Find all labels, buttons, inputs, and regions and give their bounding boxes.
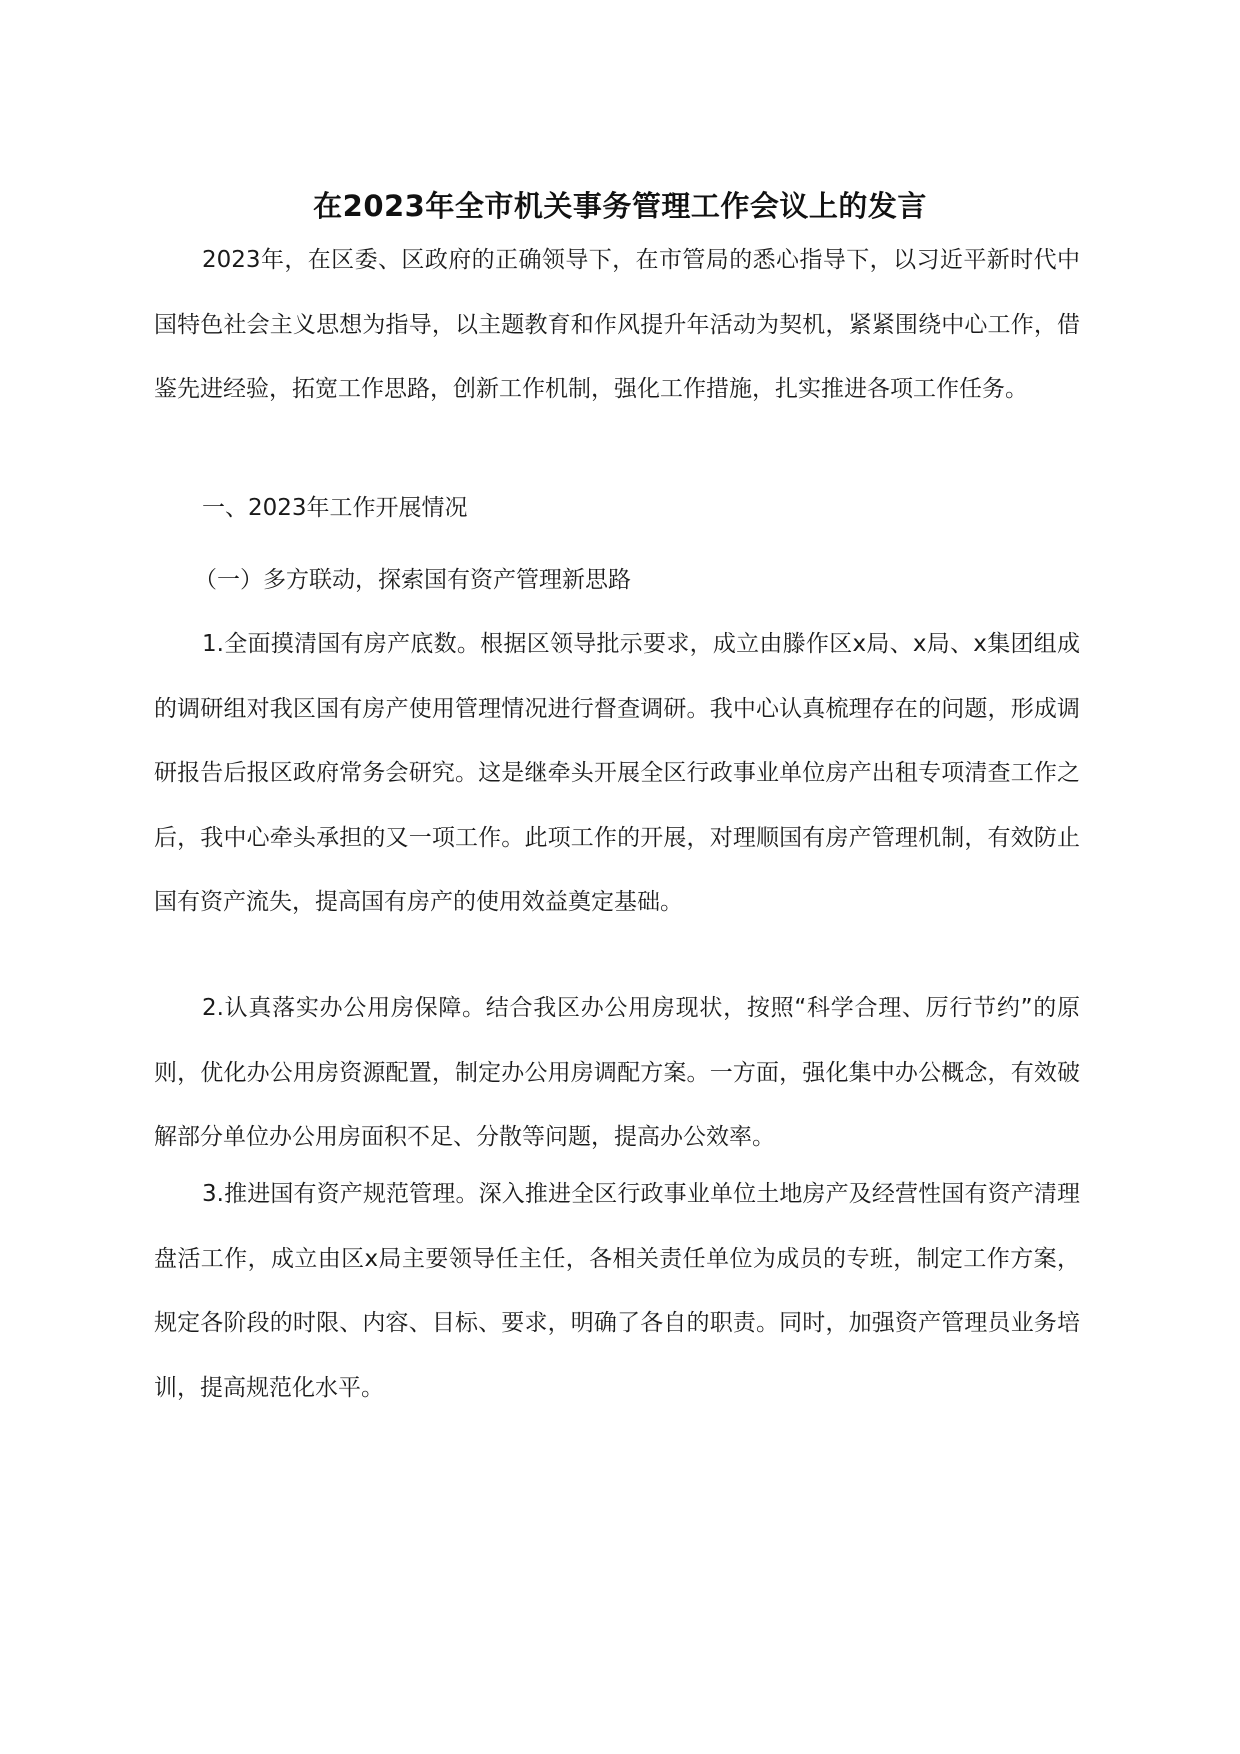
subsection-heading-1: （一）多方联动，探索国有资产管理新思路 — [194, 567, 631, 593]
item-paragraph-3: 3.推进国有资产规范管理。深入推进全区行政事业单位土地房产及经营性国有资产清理盘活工作，成立由区x局主要领导任主任，各相关责任单位为成员的专班，制定工作方案，规定各阶段的时限、内容、目标、要求，明确了各自的职责。同时，加强资产管理员业务培训，提高规范化水平。 — [154, 1181, 1080, 1401]
item-paragraph-2: 2.认真落实办公用房保障。结合我区办公用房现状，按照“科学合理、厉行节约”的原则，优化办公用房资源配置，制定办公用房调配方案。一方面，强化集中办公概念，有效破解部分单位办公用房面积不足、分散等问题，提高办公效率。 — [154, 995, 1080, 1150]
title-year: 2023 — [342, 189, 426, 223]
intro-paragraph: 2023年，在区委、区政府的正确领导下，在市管局的悉心指导下，以习近平新时代中国特色社会主义思想为指导，以主题教育和作风提升年活动为契机，紧紧围绕中心工作，借鉴先进经验，拓宽工作思路，创新工作机制，强化工作措施，扎实推进各项工作任务。 — [154, 247, 1080, 402]
title-suffix: 年全市机关事务管理工作会议上的发言 — [425, 189, 927, 223]
item-paragraph-1: 1.全面摸清国有房产底数。根据区领导批示要求，成立由滕作区x局、x局、x集团组成的调研组对我区国有房产使用管理情况进行督查调研。我中心认真梳理存在的问题，形成调研报告后报区政府常务会研究。这是继牵头开展全区行政事业单位房产出租专项清查工作之后，我中心牵头承担的又一项工作。此项工作的开展，对理顺国有房产管理机制，有效防止国有资产流失，提高国有房产的使用效益奠定基础。 — [154, 631, 1080, 915]
section-heading-1: 一、2023年工作开展情况 — [202, 495, 468, 521]
title-prefix: 在 — [313, 189, 343, 223]
document-title — [0, 186, 1240, 226]
